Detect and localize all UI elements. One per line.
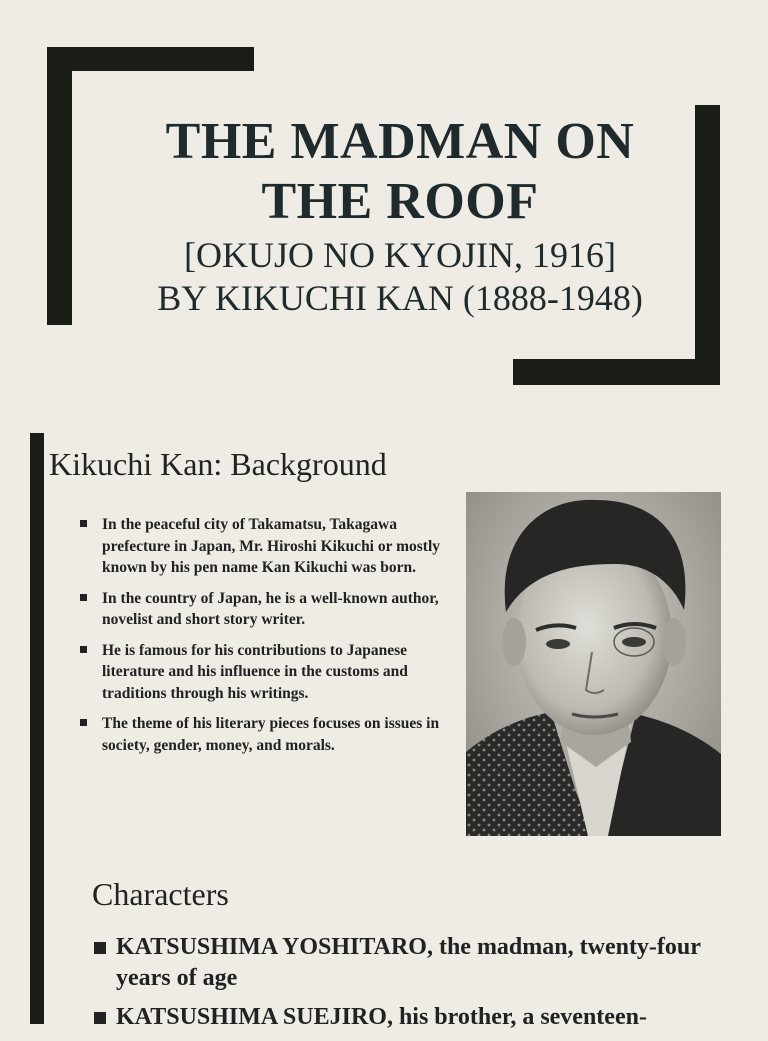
title-line-2: THE ROOF xyxy=(261,173,539,230)
bullet-square-icon xyxy=(80,594,87,601)
title-block xyxy=(60,112,740,320)
bullet-square-icon xyxy=(94,1012,106,1024)
frame-top-left-horizontal xyxy=(47,47,254,71)
author-portrait-photo xyxy=(466,492,721,836)
subtitle-line-2: BY KIKUCHI KAN (1888-1948) xyxy=(157,278,643,318)
character-item xyxy=(92,932,752,994)
characters-heading: Characters xyxy=(92,876,229,912)
bullet-square-icon xyxy=(94,942,106,954)
character-text: KATSUSHIMA SUEJIRO, his brother, a seventeen- xyxy=(116,1004,647,1030)
character-item xyxy=(92,1002,752,1033)
bullet-square-icon xyxy=(80,646,87,653)
subtitle-line-1: [OKUJO NO KYOJIN, 1916] xyxy=(184,235,616,275)
bullet-square-icon xyxy=(80,520,87,527)
title-line-1: THE MADMAN ON xyxy=(165,113,635,170)
character-text: KATSUSHIMA YOSHITARO, the madman, twenty-four years of age xyxy=(116,934,701,991)
section-divider-left xyxy=(30,433,44,1024)
background-bullet xyxy=(78,713,450,756)
frame-bottom-right-horizontal xyxy=(513,359,720,385)
background-bullet xyxy=(78,640,450,705)
background-bullet-list xyxy=(78,514,450,765)
background-bullet-text: In the peaceful city of Takamatsu, Takagawa prefecture in Japan, Mr. Hiroshi Kikuchi or mostly known by his pen name Kan Kikuchi was born. xyxy=(102,516,441,576)
background-bullet-text: He is famous for his contributions to Japanese literature and his influence in the customs and traditions through his writings. xyxy=(102,641,408,702)
background-bullet-text: In the country of Japan, he is a well-known author, novelist and short story writer. xyxy=(102,589,439,628)
bullet-square-icon xyxy=(80,719,87,726)
background-bullet xyxy=(78,514,450,579)
background-bullet-text: The theme of his literary pieces focuses on issues in society, gender, money, and morals. xyxy=(102,715,440,754)
background-heading: Kikuchi Kan: Background xyxy=(49,446,387,482)
background-bullet xyxy=(78,588,450,631)
characters-list xyxy=(92,932,752,1041)
